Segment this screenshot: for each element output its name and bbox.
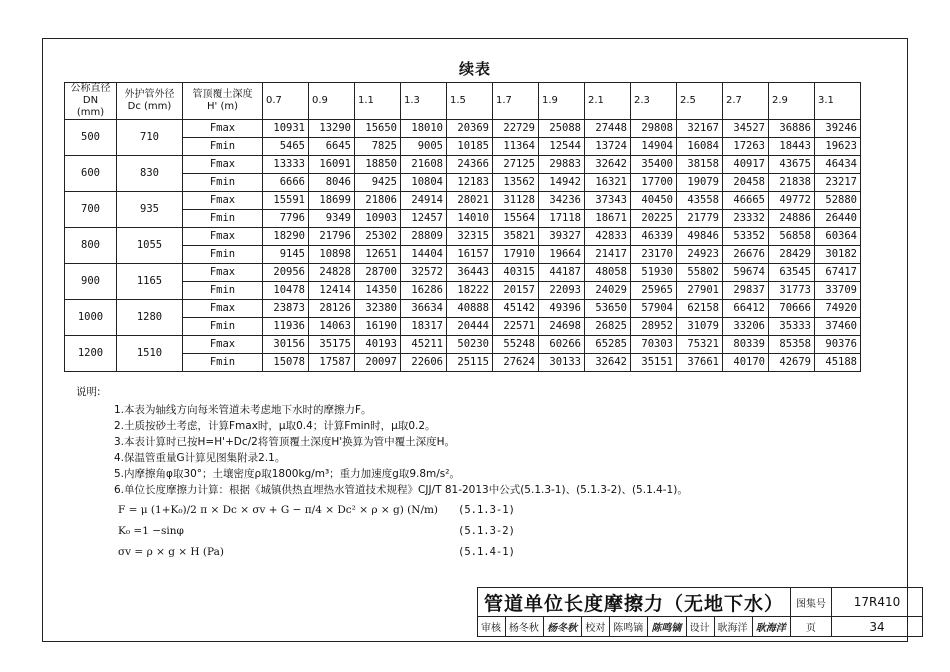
value-cell: 15591	[263, 192, 309, 210]
value-cell: 25115	[447, 354, 493, 372]
note-item: 1.本表为轴线方向每米管道未考虑地下水时的摩擦力F。	[114, 404, 372, 416]
value-cell: 20225	[631, 210, 677, 228]
value-cell: 75321	[677, 336, 723, 354]
value-cell: 9145	[263, 246, 309, 264]
value-cell: 60364	[815, 228, 861, 246]
value-cell: 32572	[401, 264, 447, 282]
value-cell: 50230	[447, 336, 493, 354]
value-cell: 42833	[585, 228, 631, 246]
value-cell: 36886	[769, 120, 815, 138]
value-cell: 53650	[585, 300, 631, 318]
checker-name: 陈鸣镝	[610, 617, 648, 637]
design-label: 设计	[686, 617, 714, 637]
table-row	[65, 246, 861, 264]
dc-cell: 710	[117, 120, 183, 156]
value-cell: 63545	[769, 264, 815, 282]
value-cell: 21838	[769, 174, 815, 192]
value-cell: 14404	[401, 246, 447, 264]
value-cell: 40170	[723, 354, 769, 372]
value-cell: 32315	[447, 228, 493, 246]
value-cell: 40917	[723, 156, 769, 174]
header-depth-value: 1.1	[355, 83, 401, 120]
fmax-label: Fmax	[183, 336, 263, 354]
fmax-label: Fmax	[183, 120, 263, 138]
value-cell: 24366	[447, 156, 493, 174]
value-cell: 21806	[355, 192, 401, 210]
value-cell: 8046	[309, 174, 355, 192]
fmax-label: Fmax	[183, 156, 263, 174]
notes-list	[76, 402, 688, 498]
value-cell: 70666	[769, 300, 815, 318]
dn-cell: 900	[65, 264, 117, 300]
value-cell: 24886	[769, 210, 815, 228]
drawing-title: 管道单位长度摩擦力（无地下水）	[478, 588, 791, 617]
value-cell: 18222	[447, 282, 493, 300]
value-cell: 28429	[769, 246, 815, 264]
value-cell: 39327	[539, 228, 585, 246]
value-cell: 70303	[631, 336, 677, 354]
header-depth-value: 2.5	[677, 83, 723, 120]
value-cell: 49772	[769, 192, 815, 210]
value-cell: 18850	[355, 156, 401, 174]
value-cell: 51930	[631, 264, 677, 282]
header-depth-value: 1.7	[493, 83, 539, 120]
value-cell: 32642	[585, 156, 631, 174]
value-cell: 18671	[585, 210, 631, 228]
value-cell: 57904	[631, 300, 677, 318]
value-cell: 65285	[585, 336, 631, 354]
table-row	[65, 192, 861, 210]
note-item: 4.保温管重量G计算见图集附录2.1。	[114, 452, 286, 464]
value-cell: 24698	[539, 318, 585, 336]
value-cell: 43675	[769, 156, 815, 174]
header-dc: 外护管外径 Dc (mm)	[117, 83, 183, 120]
value-cell: 24923	[677, 246, 723, 264]
note-item: 6.单位长度摩擦力计算：根据《城镇供热直埋热水管道技术规程》CJJ/T 81-2013中公式(5.1.3-1)、(5.1.3-2)、(5.1.4-1)。	[114, 484, 688, 496]
value-cell: 55802	[677, 264, 723, 282]
value-cell: 10185	[447, 138, 493, 156]
value-cell: 30156	[263, 336, 309, 354]
note-item: 3.本表计算时已按H=H'+Dc/2将管顶覆土深度H'换算为管中覆土深度H。	[114, 436, 456, 448]
formula-expression: σv = ρ × g × H (Pa)	[118, 546, 224, 558]
value-cell: 37460	[815, 318, 861, 336]
value-cell: 45188	[815, 354, 861, 372]
value-cell: 9005	[401, 138, 447, 156]
value-cell: 66412	[723, 300, 769, 318]
designer-name: 耿海洋	[714, 617, 752, 637]
fmax-label: Fmax	[183, 192, 263, 210]
value-cell: 14063	[309, 318, 355, 336]
value-cell: 45142	[493, 300, 539, 318]
value-cell: 11936	[263, 318, 309, 336]
value-cell: 15650	[355, 120, 401, 138]
fmin-label: Fmin	[183, 354, 263, 372]
value-cell: 35821	[493, 228, 539, 246]
fmin-label: Fmin	[183, 138, 263, 156]
formula-expression: K₀ =1 −sinφ	[118, 525, 184, 537]
value-cell: 23332	[723, 210, 769, 228]
value-cell: 32380	[355, 300, 401, 318]
value-cell: 20157	[493, 282, 539, 300]
dc-cell: 1055	[117, 228, 183, 264]
value-cell: 6645	[309, 138, 355, 156]
value-cell: 26676	[723, 246, 769, 264]
value-cell: 12414	[309, 282, 355, 300]
value-cell: 40315	[493, 264, 539, 282]
value-cell: 21417	[585, 246, 631, 264]
header-depth-value: 2.1	[585, 83, 631, 120]
value-cell: 27624	[493, 354, 539, 372]
value-cell: 17263	[723, 138, 769, 156]
value-cell: 12651	[355, 246, 401, 264]
dc-cell: 1165	[117, 264, 183, 300]
friction-table	[64, 82, 861, 372]
value-cell: 21608	[401, 156, 447, 174]
formula-number: (5.1.3-1)	[458, 504, 515, 516]
formula-number: (5.1.3-2)	[458, 525, 515, 537]
dn-cell: 800	[65, 228, 117, 264]
value-cell: 16321	[585, 174, 631, 192]
note-item: 2.土质按砂土考虑，计算Fmax时，μ取0.4；计算Fmin时，μ取0.2。	[114, 420, 436, 432]
value-cell: 13562	[493, 174, 539, 192]
dn-cell: 1000	[65, 300, 117, 336]
reviewer-name: 杨冬秋	[505, 617, 543, 637]
value-cell: 23170	[631, 246, 677, 264]
value-cell: 46434	[815, 156, 861, 174]
dn-cell: 700	[65, 192, 117, 228]
page-title: 续表	[458, 60, 491, 78]
value-cell: 18443	[769, 138, 815, 156]
dc-cell: 830	[117, 156, 183, 192]
value-cell: 24914	[401, 192, 447, 210]
table-row	[65, 282, 861, 300]
value-cell: 67417	[815, 264, 861, 282]
value-cell: 24029	[585, 282, 631, 300]
value-cell: 40193	[355, 336, 401, 354]
value-cell: 28700	[355, 264, 401, 282]
value-cell: 33709	[815, 282, 861, 300]
value-cell: 27448	[585, 120, 631, 138]
atlas-label: 图集号	[791, 588, 832, 617]
value-cell: 14010	[447, 210, 493, 228]
value-cell: 37661	[677, 354, 723, 372]
value-cell: 36634	[401, 300, 447, 318]
value-cell: 28809	[401, 228, 447, 246]
value-cell: 59674	[723, 264, 769, 282]
value-cell: 10903	[355, 210, 401, 228]
value-cell: 29837	[723, 282, 769, 300]
value-cell: 22093	[539, 282, 585, 300]
value-cell: 16157	[447, 246, 493, 264]
page-number: 34	[832, 617, 923, 637]
formula-number: (5.1.4-1)	[458, 546, 515, 558]
header-depth-value: 3.1	[815, 83, 861, 120]
fmin-label: Fmin	[183, 318, 263, 336]
value-cell: 9349	[309, 210, 355, 228]
value-cell: 13290	[309, 120, 355, 138]
header-depth-value: 0.7	[263, 83, 309, 120]
note-item: 5.内摩擦角φ取30°；土壤密度ρ取1800kg/m³；重力加速度g取9.8m/s²。	[114, 468, 460, 480]
value-cell: 20097	[355, 354, 401, 372]
header-depth-value: 2.9	[769, 83, 815, 120]
value-cell: 16091	[309, 156, 355, 174]
value-cell: 46665	[723, 192, 769, 210]
value-cell: 14942	[539, 174, 585, 192]
value-cell: 30182	[815, 246, 861, 264]
value-cell: 35333	[769, 318, 815, 336]
value-cell: 32642	[585, 354, 631, 372]
value-cell: 35151	[631, 354, 677, 372]
fmin-label: Fmin	[183, 210, 263, 228]
value-cell: 49396	[539, 300, 585, 318]
table-row	[65, 228, 861, 246]
header-depth-value: 2.7	[723, 83, 769, 120]
value-cell: 28126	[309, 300, 355, 318]
value-cell: 34527	[723, 120, 769, 138]
table-row	[65, 138, 861, 156]
checker-signature: 陈鸣镝	[648, 617, 686, 637]
value-cell: 20444	[447, 318, 493, 336]
value-cell: 22571	[493, 318, 539, 336]
value-cell: 36443	[447, 264, 493, 282]
value-cell: 26440	[815, 210, 861, 228]
value-cell: 35175	[309, 336, 355, 354]
value-cell: 16286	[401, 282, 447, 300]
value-cell: 10931	[263, 120, 309, 138]
atlas-number: 17R410	[832, 588, 923, 617]
value-cell: 20956	[263, 264, 309, 282]
value-cell: 31079	[677, 318, 723, 336]
table-row	[65, 300, 861, 318]
designer-signature: 耿海洋	[752, 617, 790, 637]
value-cell: 90376	[815, 336, 861, 354]
value-cell: 5465	[263, 138, 309, 156]
value-cell: 28952	[631, 318, 677, 336]
value-cell: 28021	[447, 192, 493, 210]
value-cell: 18699	[309, 192, 355, 210]
fmax-label: Fmax	[183, 264, 263, 282]
page-label: 页	[791, 617, 832, 637]
value-cell: 14904	[631, 138, 677, 156]
value-cell: 21779	[677, 210, 723, 228]
value-cell: 19623	[815, 138, 861, 156]
dn-cell: 1200	[65, 336, 117, 372]
value-cell: 22606	[401, 354, 447, 372]
value-cell: 37343	[585, 192, 631, 210]
header-depth-value: 0.9	[309, 83, 355, 120]
value-cell: 42679	[769, 354, 815, 372]
reviewer-signature: 杨冬秋	[544, 617, 582, 637]
value-cell: 12457	[401, 210, 447, 228]
value-cell: 22729	[493, 120, 539, 138]
value-cell: 23873	[263, 300, 309, 318]
value-cell: 15564	[493, 210, 539, 228]
dc-cell: 935	[117, 192, 183, 228]
value-cell: 10804	[401, 174, 447, 192]
value-cell: 11364	[493, 138, 539, 156]
notes	[76, 384, 688, 498]
table-row	[65, 174, 861, 192]
check-label: 校对	[582, 617, 610, 637]
formula-expression: F = μ (1+K₀)/2 π × Dc × σv + G − π/4 × Dc² × ρ × g) (N/m)	[118, 504, 439, 516]
value-cell: 53352	[723, 228, 769, 246]
notes-label: 说明:	[76, 386, 101, 398]
value-cell: 16084	[677, 138, 723, 156]
table-row	[65, 156, 861, 174]
value-cell: 14350	[355, 282, 401, 300]
value-cell: 23217	[815, 174, 861, 192]
value-cell: 60266	[539, 336, 585, 354]
value-cell: 49846	[677, 228, 723, 246]
header-depth-value: 1.5	[447, 83, 493, 120]
value-cell: 18010	[401, 120, 447, 138]
value-cell: 21796	[309, 228, 355, 246]
value-cell: 19664	[539, 246, 585, 264]
value-cell: 12544	[539, 138, 585, 156]
value-cell: 25302	[355, 228, 401, 246]
header-depth-value: 2.3	[631, 83, 677, 120]
value-cell: 45211	[401, 336, 447, 354]
value-cell: 12183	[447, 174, 493, 192]
value-cell: 16190	[355, 318, 401, 336]
value-cell: 10898	[309, 246, 355, 264]
value-cell: 33206	[723, 318, 769, 336]
value-cell: 17910	[493, 246, 539, 264]
title-block	[477, 587, 923, 637]
value-cell: 13724	[585, 138, 631, 156]
header-depth: 管顶覆土深度 H' (m)	[183, 83, 263, 120]
value-cell: 35400	[631, 156, 677, 174]
fmin-label: Fmin	[183, 174, 263, 192]
value-cell: 18317	[401, 318, 447, 336]
value-cell: 38158	[677, 156, 723, 174]
value-cell: 80339	[723, 336, 769, 354]
value-cell: 20458	[723, 174, 769, 192]
value-cell: 74920	[815, 300, 861, 318]
value-cell: 25088	[539, 120, 585, 138]
value-cell: 46339	[631, 228, 677, 246]
value-cell: 29808	[631, 120, 677, 138]
table-row	[65, 318, 861, 336]
value-cell: 52880	[815, 192, 861, 210]
value-cell: 48058	[585, 264, 631, 282]
table-row	[65, 210, 861, 228]
value-cell: 29883	[539, 156, 585, 174]
value-cell: 19079	[677, 174, 723, 192]
value-cell: 27901	[677, 282, 723, 300]
value-cell: 39246	[815, 120, 861, 138]
value-cell: 32167	[677, 120, 723, 138]
header-depth-value: 1.9	[539, 83, 585, 120]
fmin-label: Fmin	[183, 246, 263, 264]
dc-cell: 1510	[117, 336, 183, 372]
fmin-label: Fmin	[183, 282, 263, 300]
table-row	[65, 354, 861, 372]
dc-cell: 1280	[117, 300, 183, 336]
value-cell: 24828	[309, 264, 355, 282]
value-cell: 27125	[493, 156, 539, 174]
value-cell: 18290	[263, 228, 309, 246]
value-cell: 40450	[631, 192, 677, 210]
value-cell: 7796	[263, 210, 309, 228]
header-depth-value: 1.3	[401, 83, 447, 120]
fmax-label: Fmax	[183, 300, 263, 318]
value-cell: 31773	[769, 282, 815, 300]
value-cell: 26825	[585, 318, 631, 336]
table-row	[65, 120, 861, 138]
dn-cell: 500	[65, 120, 117, 156]
value-cell: 56858	[769, 228, 815, 246]
value-cell: 9425	[355, 174, 401, 192]
dn-cell: 600	[65, 156, 117, 192]
value-cell: 15078	[263, 354, 309, 372]
review-label: 审核	[478, 617, 506, 637]
value-cell: 25965	[631, 282, 677, 300]
fmax-label: Fmax	[183, 228, 263, 246]
value-cell: 17700	[631, 174, 677, 192]
value-cell: 13333	[263, 156, 309, 174]
value-cell: 17118	[539, 210, 585, 228]
value-cell: 40888	[447, 300, 493, 318]
value-cell: 85358	[769, 336, 815, 354]
table-row	[65, 336, 861, 354]
value-cell: 62158	[677, 300, 723, 318]
value-cell: 17587	[309, 354, 355, 372]
value-cell: 6666	[263, 174, 309, 192]
header-dn: 公称直径 DN (mm)	[65, 83, 117, 120]
table-row	[65, 264, 861, 282]
value-cell: 43558	[677, 192, 723, 210]
value-cell: 7825	[355, 138, 401, 156]
value-cell: 31128	[493, 192, 539, 210]
value-cell: 20369	[447, 120, 493, 138]
value-cell: 10478	[263, 282, 309, 300]
value-cell: 44187	[539, 264, 585, 282]
value-cell: 55248	[493, 336, 539, 354]
value-cell: 30133	[539, 354, 585, 372]
value-cell: 34236	[539, 192, 585, 210]
